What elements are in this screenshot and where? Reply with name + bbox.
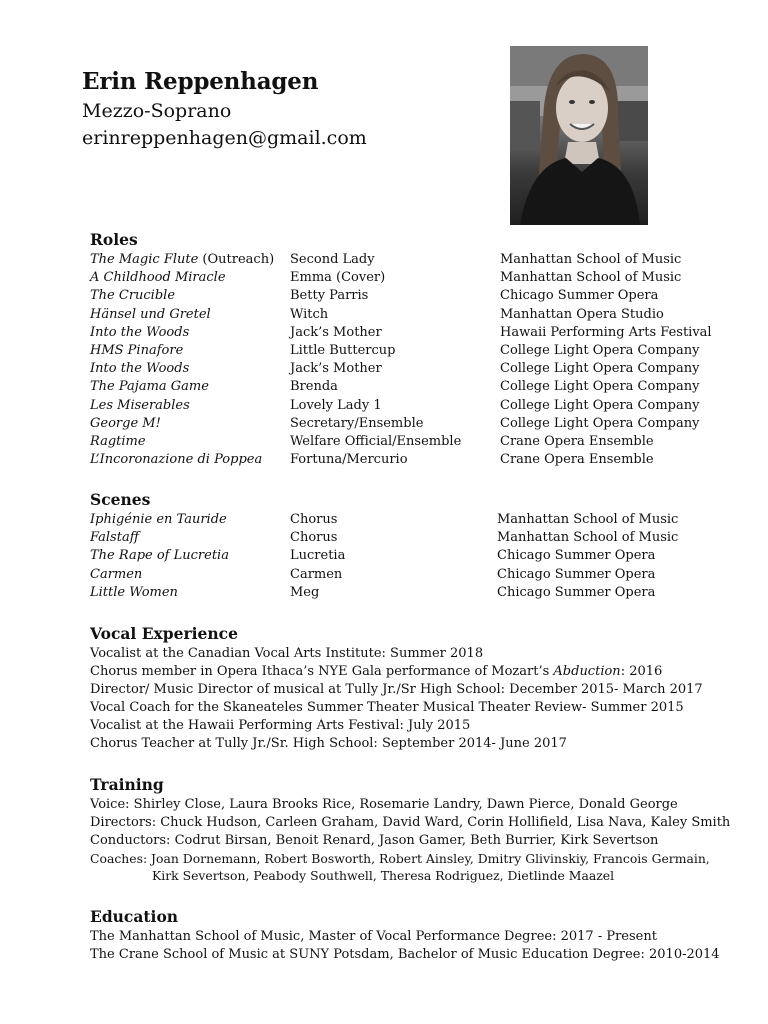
scenes-role: Lucretia: [290, 548, 346, 564]
roles-show-title: Into the Woods: [90, 324, 190, 340]
roles-show: [90, 415, 161, 433]
roles-show-title: George M!: [90, 415, 161, 431]
training-directors: Directors: Chuck Hudson, Carleen Graham, David Ward, Corin Hollifield, Lisa Nava, Kaley Smith: [90, 815, 731, 830]
roles-show: [90, 269, 226, 287]
roles-role: Welfare Official/Ensemble: [290, 434, 462, 449]
roles-show: [90, 306, 211, 324]
roles-role: Fortuna/Mercurio: [290, 452, 408, 468]
education-line: The Manhattan School of Music, Master of Vocal Performance Degree: 2017 - Present: [90, 929, 657, 944]
roles-show-title: The Magic Flute: [90, 252, 199, 267]
scenes-show: The Rape of Lucretia: [90, 548, 229, 564]
education-heading: Education: [90, 907, 179, 926]
roles-show-title: L’Incoronazione di Poppea: [90, 452, 263, 468]
roles-show-title: The Pajama Game: [90, 379, 209, 395]
scenes-role: Chorus: [290, 512, 338, 527]
roles-show-title: A Childhood Miracle: [90, 270, 226, 286]
scenes-show: Falstaff: [90, 530, 139, 546]
vocal-line-text: Chorus member in Opera Ithaca’s NYE Gala performance of Mozart’s: [90, 664, 554, 679]
vocal-line: [90, 663, 662, 681]
roles-show-title: Les Miserables: [90, 397, 190, 413]
voice-type: Mezzo-Soprano: [82, 100, 232, 122]
scenes-role: Meg: [290, 584, 320, 600]
vocal-line-italic: Abduction: [553, 664, 621, 679]
vocal-line: Vocalist at the Hawaii Performing Arts Festival: July 2015: [90, 718, 471, 733]
scenes-company: Chicago Summer Opera: [497, 548, 656, 564]
roles-show: [90, 378, 209, 396]
roles-company: College Light Opera Company: [500, 379, 700, 395]
roles-heading: Roles: [90, 230, 138, 249]
roles-show: [90, 360, 189, 378]
roles-role: Emma (Cover): [290, 270, 386, 286]
training-conductors: Conductors: Codrut Birsan, Benoit Renard, Jason Gamer, Beth Burrier, Kirk Severtson: [90, 833, 659, 848]
roles-role: Second Lady: [290, 252, 375, 267]
scenes-company: Manhattan School of Music: [497, 512, 679, 527]
vocal-line: Chorus Teacher at Tully Jr./Sr. High School: September 2014- June 2017: [90, 736, 567, 751]
roles-role: Brenda: [290, 379, 338, 395]
roles-show: [90, 287, 175, 305]
roles-show: [90, 342, 183, 360]
roles-role: Little Buttercup: [290, 343, 396, 358]
roles-show: [90, 397, 190, 415]
vocal-line: Director/ Music Director of musical at Tully Jr./Sr High School: December 2015- March 2017: [90, 682, 703, 697]
vocal-line: Vocalist at the Canadian Vocal Arts Institute: Summer 2018: [90, 646, 484, 661]
training-heading: Training: [90, 775, 164, 794]
headshot-photo: [510, 46, 648, 225]
training-voice: Voice: Shirley Close, Laura Brooks Rice, Rosemarie Landry, Dawn Pierce, Donald George: [90, 797, 678, 812]
roles-company: College Light Opera Company: [500, 343, 700, 358]
roles-show: [90, 433, 146, 451]
training-coaches: Coaches: Joan Dornemann, Robert Bosworth, Robert Ainsley, Dmitry Glivinskiy, Francois Germain,: [90, 851, 710, 866]
roles-role: Betty Parris: [290, 288, 369, 304]
roles-role: Jack’s Mother: [290, 361, 382, 377]
roles-show: [90, 251, 274, 269]
roles-company: Hawaii Performing Arts Festival: [500, 324, 712, 340]
roles-show: [90, 451, 262, 469]
roles-role: Lovely Lady 1: [290, 397, 382, 413]
vocal-line: Vocal Coach for the Skaneateles Summer Theater Musical Theater Review- Summer 2015: [90, 700, 684, 715]
roles-company: College Light Opera Company: [500, 415, 700, 431]
roles-company: Manhattan School of Music: [500, 270, 682, 286]
education-line: The Crane School of Music at SUNY Potsdam, Bachelor of Music Education Degree: 2010-2014: [90, 947, 720, 962]
roles-company: Crane Opera Ensemble: [500, 434, 654, 449]
scenes-show: Carmen: [90, 566, 143, 582]
name-heading: Erin Reppenhagen: [82, 68, 319, 95]
roles-show-note: (Outreach): [198, 252, 275, 267]
scenes-role: Carmen: [290, 566, 343, 582]
roles-company: College Light Opera Company: [500, 397, 700, 413]
roles-show-title: Ragtime: [90, 434, 146, 449]
roles-show: [90, 324, 189, 342]
training-coaches-continued: Kirk Severtson, Peabody Southwell, Theresa Rodriguez, Dietlinde Maazel: [152, 868, 615, 883]
roles-role: Witch: [290, 306, 329, 322]
vocal-experience-heading: Vocal Experience: [90, 624, 238, 643]
roles-role: Secretary/Ensemble: [290, 415, 424, 431]
roles-company: Manhattan Opera Studio: [500, 306, 664, 322]
roles-show-title: The Crucible: [90, 288, 176, 304]
scenes-company: Manhattan School of Music: [497, 530, 679, 546]
scenes-show: Iphigénie en Tauride: [90, 512, 227, 527]
scenes-company: Chicago Summer Opera: [497, 566, 656, 582]
roles-company: Chicago Summer Opera: [500, 288, 659, 304]
roles-company: Manhattan School of Music: [500, 252, 682, 267]
roles-company: Crane Opera Ensemble: [500, 452, 654, 468]
roles-show-title: Hänsel und Gretel: [90, 306, 211, 322]
scenes-show: Little Women: [90, 584, 178, 600]
scenes-role: Chorus: [290, 530, 338, 546]
roles-company: College Light Opera Company: [500, 361, 700, 377]
roles-show-title: HMS Pinafore: [90, 343, 184, 358]
roles-role: Jack’s Mother: [290, 324, 382, 340]
scenes-heading: Scenes: [90, 490, 151, 509]
vocal-line-text: : 2016: [620, 664, 663, 679]
scenes-company: Chicago Summer Opera: [497, 584, 656, 600]
roles-show-title: Into the Woods: [90, 361, 190, 377]
email-address: erinreppenhagen@gmail.com: [82, 127, 367, 149]
